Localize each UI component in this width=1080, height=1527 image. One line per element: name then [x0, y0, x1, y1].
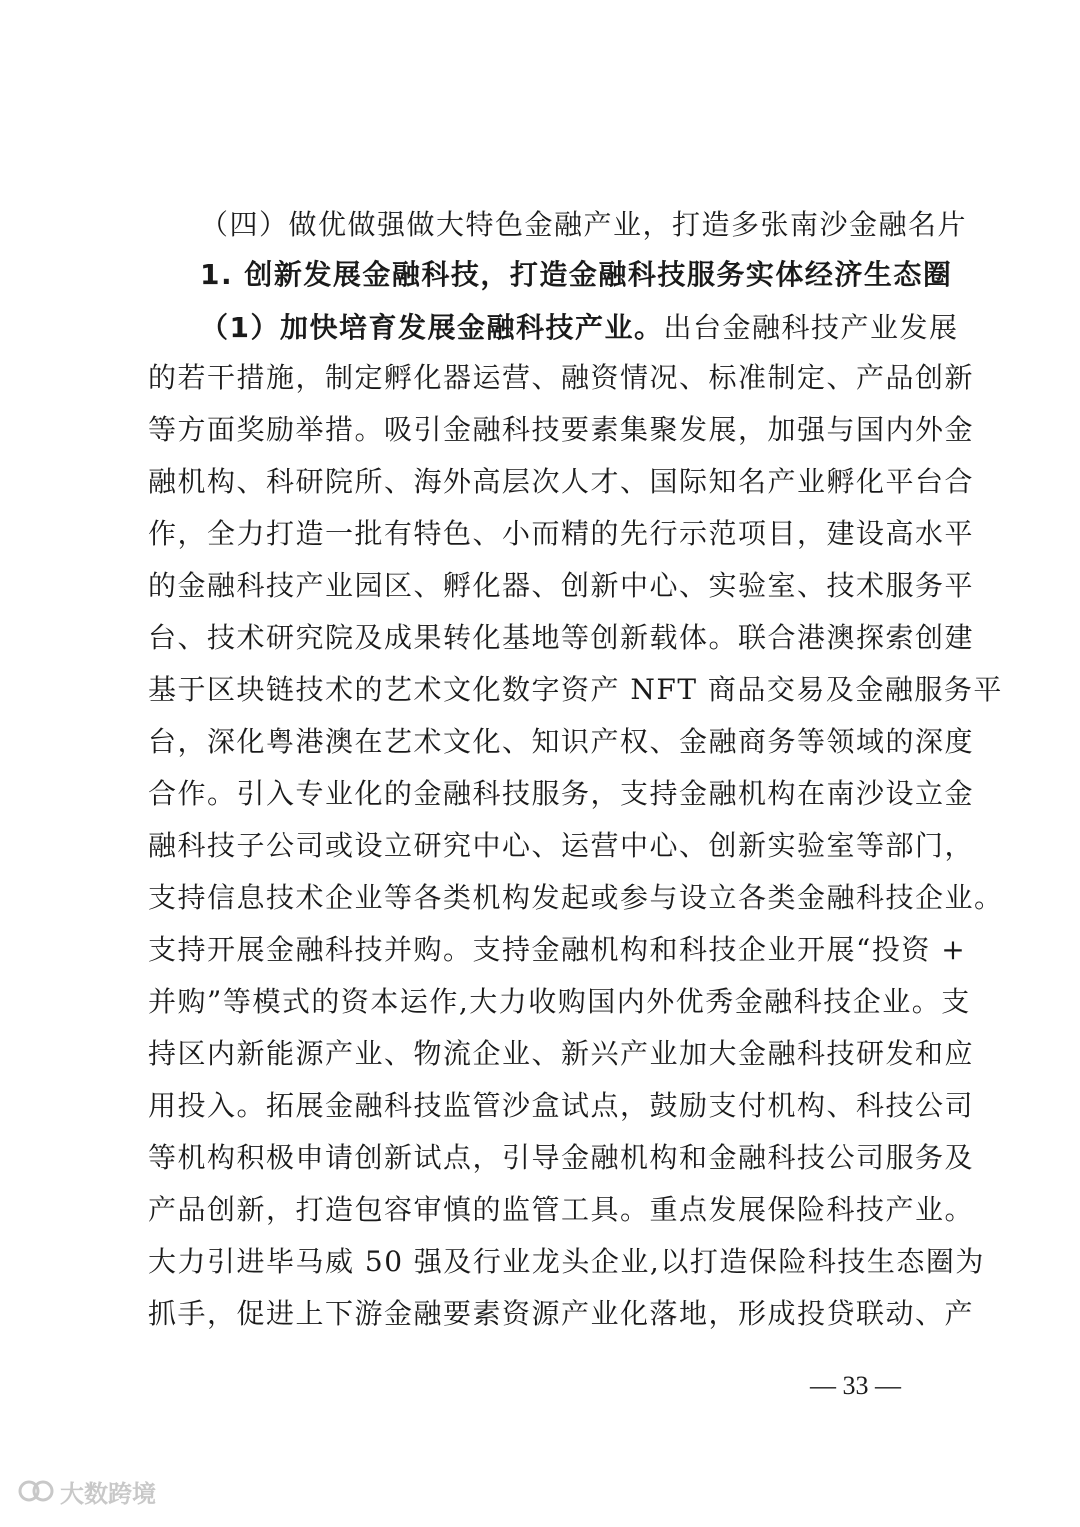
item-first-line-text: 出台金融科技产业发展 [663, 311, 959, 344]
body-line: 合作。引入专业化的金融科技服务，支持金融机构在南沙设立金 [148, 777, 975, 810]
watermark-text: 大数跨境 [60, 1479, 156, 1508]
body-line: 融机构、科研院所、海外高层次人才、国际知名产业孵化平台合 [148, 465, 975, 498]
body-line: 的若干措施，制定孵化器运营、融资情况、标准制定、产品创新 [148, 361, 975, 394]
body-line: 基于区块链技术的艺术文化数字资产 NFT 商品交易及金融服务平 [148, 673, 1003, 706]
body-line: 支持开展金融科技并购。支持金融机构和科技企业开展“投资 + [148, 933, 967, 966]
body-line: 大力引进毕马威 50 强及行业龙头企业,以打造保险科技生态圈为 [148, 1245, 985, 1278]
body-line: 支持信息技术企业等各类机构发起或参与设立各类金融科技企业。 [148, 881, 1004, 914]
body-line: 等机构积极申请创新试点，引导金融机构和金融科技公司服务及 [148, 1141, 975, 1174]
body-line: 作，全力打造一批有特色、小而精的先行示范项目，建设高水平 [148, 517, 975, 550]
body-line: 抓手，促进上下游金融要素资源产业化落地，形成投贷联动、产 [148, 1297, 975, 1330]
item-first-line [200, 303, 959, 353]
body-line: 并购”等模式的资本运作,大力收购国内外优秀金融科技企业。支 [148, 985, 971, 1018]
item-heading: （1）加快培育发展金融科技产业。 [200, 311, 664, 344]
watermark-logo-icon [18, 1476, 54, 1506]
watermark [18, 1468, 156, 1514]
body-line: 持区内新能源产业、物流企业、新兴产业加大金融科技研发和应 [148, 1037, 975, 1070]
body-line: 产品创新，打造包容审慎的监管工具。重点发展保险科技产业。 [148, 1193, 975, 1226]
section-heading: （四）做优做强做大特色金融产业，打造多张南沙金融名片 [200, 208, 968, 241]
subsection-heading: 1. 创新发展金融科技，打造金融科技服务实体经济生态圈 [200, 258, 953, 291]
body-line: 台、技术研究院及成果转化基地等创新载体。联合港澳探索创建 [148, 621, 975, 654]
page-number: — 33 — [810, 1371, 901, 1400]
body-line: 用投入。拓展金融科技监管沙盒试点，鼓励支付机构、科技公司 [148, 1089, 975, 1122]
body-line: 台，深化粤港澳在艺术文化、知识产权、金融商务等领域的深度 [148, 725, 975, 758]
body-line: 融科技子公司或设立研究中心、运营中心、创新实验室等部门， [148, 829, 975, 862]
body-line: 的金融科技产业园区、孵化器、创新中心、实验室、技术服务平 [148, 569, 975, 602]
body-line: 等方面奖励举措。吸引金融科技要素集聚发展，加强与国内外金 [148, 413, 975, 446]
